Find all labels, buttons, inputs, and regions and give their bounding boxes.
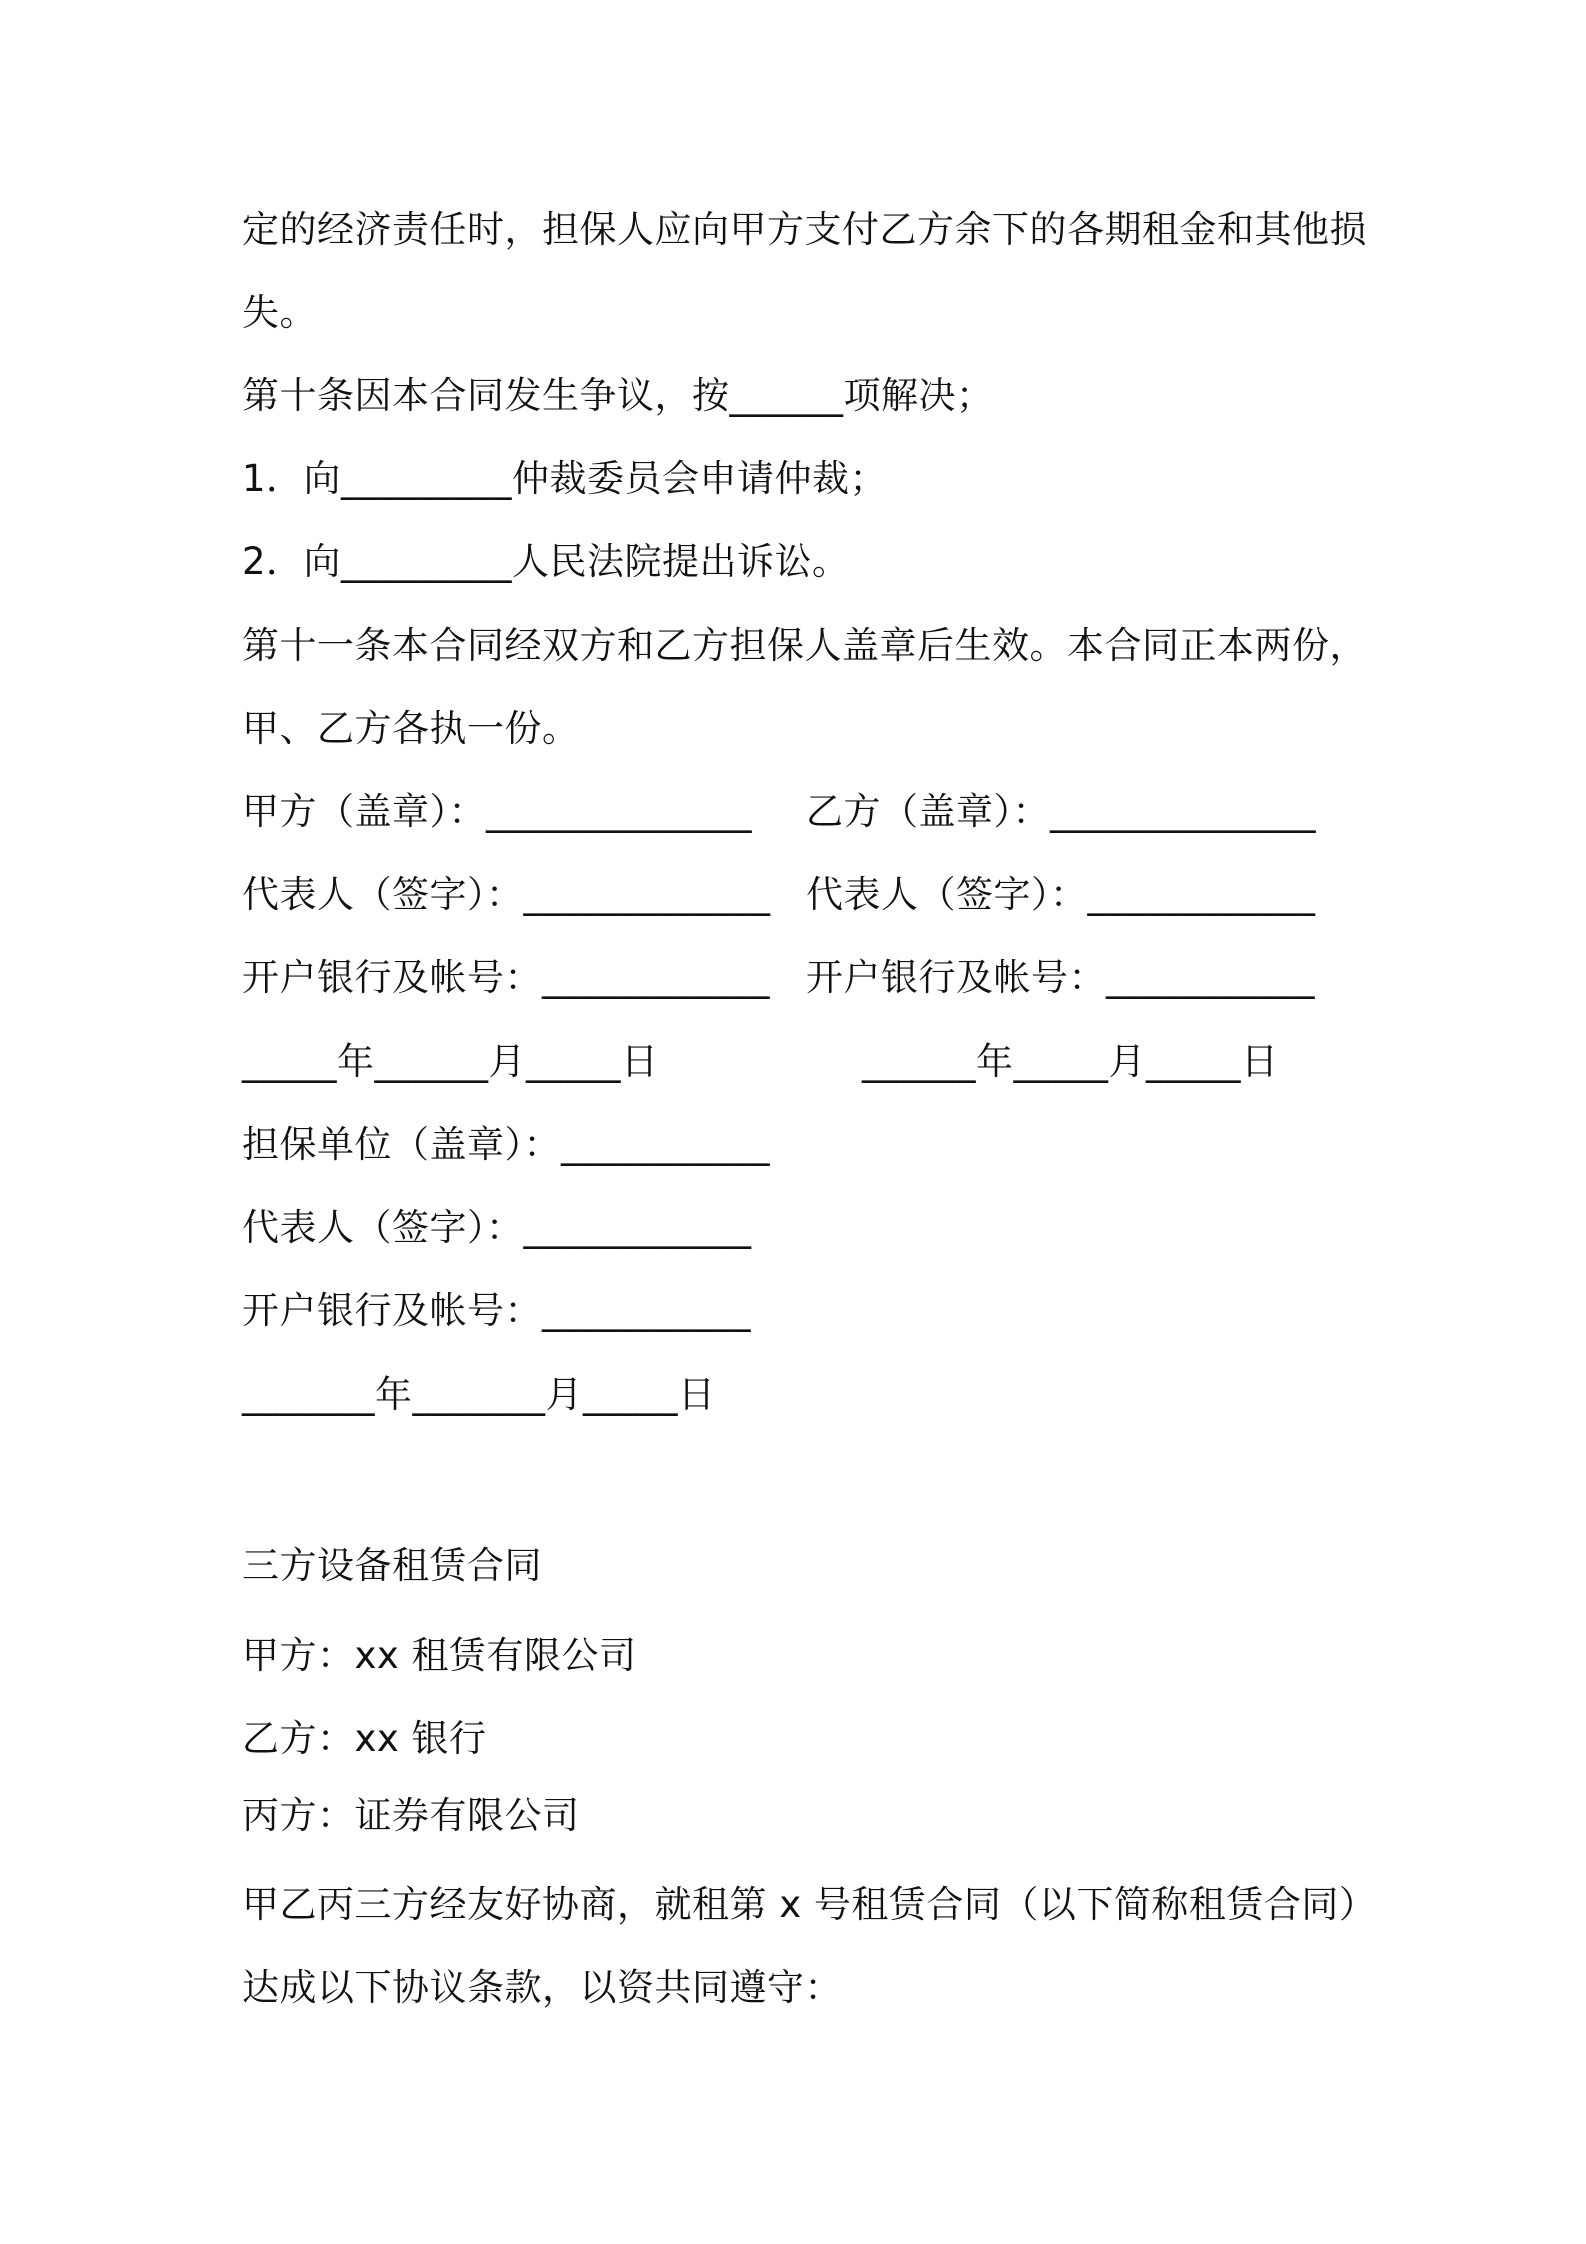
clause-10: 第十条因本合同发生争议，按______项解决； [242, 374, 994, 417]
paragraph-line: 定的经济责任时，担保人应向甲方支付乙方余下的各期租金和其他损 [242, 208, 1367, 251]
party-b-line: 乙方：xx 银行 [242, 1717, 487, 1760]
paragraph-line: 甲、乙方各执一份。 [242, 707, 580, 750]
party-c-line: 丙方：证券有限公司 [242, 1794, 580, 1837]
party-a-date-field: _____年______月_____日 [242, 1040, 659, 1083]
paragraph-line: 失。 [242, 291, 317, 334]
guarantor-date-field: _______年_______月_____日 [242, 1373, 716, 1416]
guarantor-bank-field: 开户银行及帐号：___________ [242, 1289, 751, 1332]
party-a-representative-field: 代表人（签字）：_____________ [242, 873, 771, 916]
party-a-line: 甲方：xx 租赁有限公司 [242, 1634, 637, 1677]
guarantor-seal-field: 担保单位（盖章）：___________ [242, 1123, 770, 1166]
clause-10-option-2: 2．向_________人民法院提出诉讼。 [242, 540, 850, 583]
party-a-bank-field: 开户银行及帐号：____________ [242, 956, 770, 999]
party-b-seal-field: 乙方（盖章）：______________ [806, 790, 1316, 833]
intro-paragraph: 甲乙丙三方经友好协商，就租第 x 号租赁合同（以下简称租赁合同） [242, 1883, 1377, 1926]
party-a-seal-field: 甲方（盖章）：______________ [242, 790, 752, 833]
party-b-date-field: ______年_____月_____日 [862, 1040, 1279, 1083]
party-b-representative-field: 代表人（签字）：____________ [806, 873, 1316, 916]
party-b-bank-field: 开户银行及帐号：___________ [806, 956, 1315, 999]
intro-paragraph: 达成以下协议条款，以资共同遵守： [242, 1966, 842, 2009]
document-title: 三方设备租赁合同 [242, 1544, 542, 1587]
clause-10-option-1: 1．向_________仲裁委员会申请仲裁； [242, 457, 888, 500]
clause-11: 第十一条本合同经双方和乙方担保人盖章后生效。本合同正本两份， [242, 624, 1367, 667]
guarantor-representative-field: 代表人（签字）：____________ [242, 1206, 752, 1249]
